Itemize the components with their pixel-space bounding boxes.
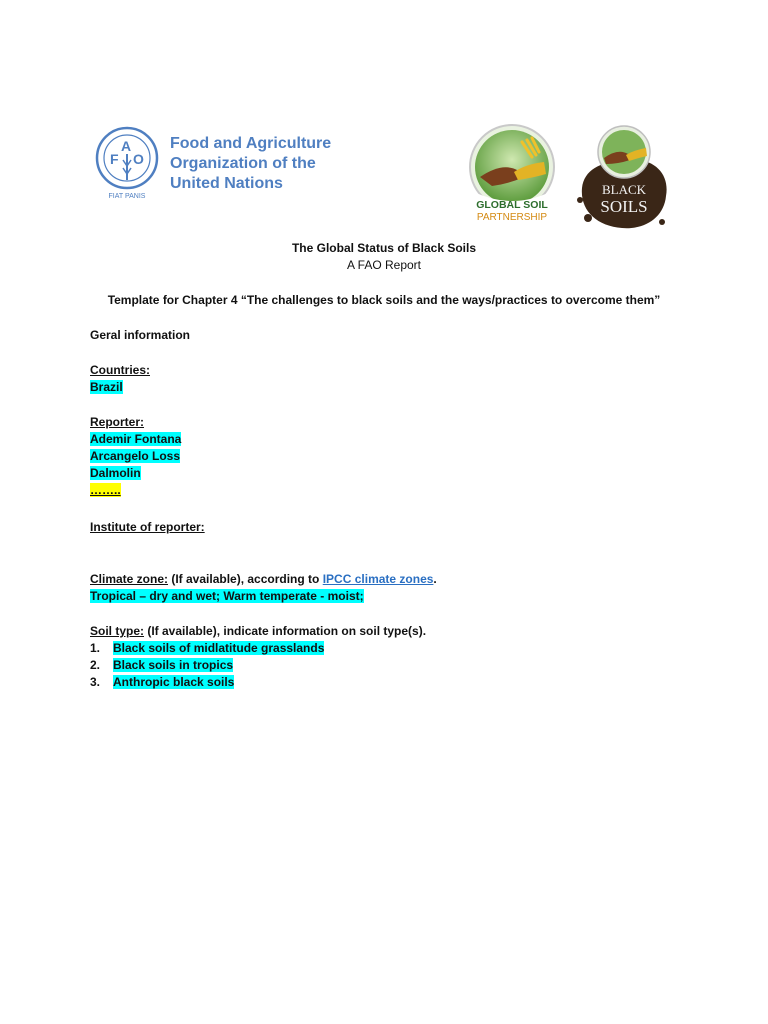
institute-section xyxy=(90,519,690,536)
climate-section xyxy=(90,571,690,605)
countries-section xyxy=(90,362,690,396)
global-soil-partnership-logo xyxy=(462,122,562,232)
climate-zone-period: . xyxy=(433,572,437,586)
soil-type-item: Anthropic black soils xyxy=(113,675,235,689)
fao-emblem-icon xyxy=(95,124,159,202)
reporter-section xyxy=(90,414,690,499)
fao-letter-f: F xyxy=(110,151,119,167)
list-item-number: 2. xyxy=(90,658,101,672)
black-soils-word1: BLACK xyxy=(601,182,647,197)
report-subtitle: A FAO Report xyxy=(346,258,422,272)
reporter-more-placeholder: …….. xyxy=(90,483,121,497)
list-item xyxy=(90,674,690,691)
black-soils-word2: SOILS xyxy=(600,197,648,216)
climate-zone-value: Tropical – dry and wet; Warm temperate - moist; xyxy=(90,589,364,603)
ipcc-climate-zones-link[interactable]: IPCC climate zones xyxy=(322,572,434,586)
soil-type-label: Soil type: xyxy=(90,624,145,638)
fao-letter-a: A xyxy=(121,138,132,154)
soil-type-item: Black soils in tropics xyxy=(113,658,234,672)
list-item xyxy=(90,657,690,674)
report-title: The Global Status of Black Soils xyxy=(291,241,477,255)
gsp-line1: GLOBAL SOIL xyxy=(476,199,548,211)
countries-label: Countries: xyxy=(90,363,150,377)
general-information-heading xyxy=(90,327,690,344)
institute-label: Institute of reporter: xyxy=(90,520,205,534)
soil-type-section xyxy=(90,623,690,691)
fao-motto: FIAT PANIS xyxy=(108,193,146,200)
country-value: Brazil xyxy=(90,380,123,394)
list-item-number: 1. xyxy=(90,641,101,655)
fao-wordmark-line: Food and Agriculture xyxy=(170,135,332,152)
soil-type-item: Black soils of midlatitude grasslands xyxy=(113,641,325,655)
reporter-label: Reporter: xyxy=(90,415,145,429)
climate-zone-label: Climate zone: xyxy=(90,572,169,586)
soil-type-description: (If available), indicate information on soil type(s). xyxy=(144,624,427,638)
reporter-name: Ademir Fontana xyxy=(90,432,182,446)
fao-letter-o: O xyxy=(133,151,144,167)
reporter-name: Arcangelo Loss xyxy=(90,449,181,463)
fao-wordmark-line: Organization of the xyxy=(170,155,316,172)
list-item-number: 3. xyxy=(90,675,101,689)
gsp-line2: PARTNERSHIP xyxy=(476,212,548,223)
fao-wordmark xyxy=(170,134,345,194)
reporter-name: Dalmolin xyxy=(90,466,141,480)
fao-logo xyxy=(95,124,345,236)
black-soils-logo xyxy=(574,122,674,237)
general-information-label: Geral information xyxy=(90,328,191,342)
fao-wordmark-line: United Nations xyxy=(170,175,283,192)
climate-zone-description: (If available), according to xyxy=(168,572,323,586)
template-heading: Template for Chapter 4 “The challenges to black soils and the ways/practices to overcome them” xyxy=(107,293,661,307)
list-item xyxy=(90,640,690,657)
